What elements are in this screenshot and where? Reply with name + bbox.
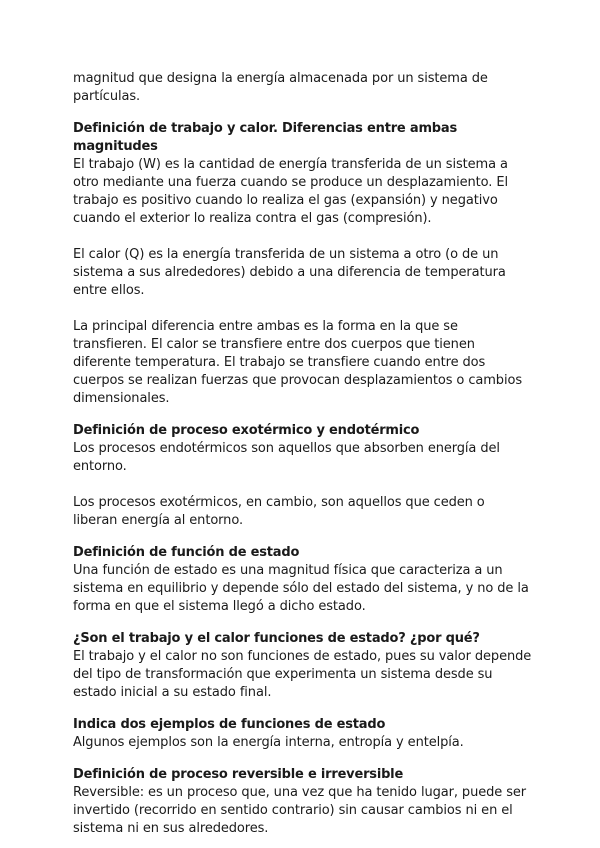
paragraph-ejemplos: Algunos ejemplos son la energía interna, entropía y entelpía. <box>73 735 464 750</box>
section-heading-trabajo-calor-funciones: ¿Son el trabajo y el calor funciones de estado? ¿por qué? <box>73 631 480 646</box>
paragraph-calor: El calor (Q) es la energía transferida de un sistema a otro (o de un sistema a sus alrededores) debido a una diferencia de temperatura entre ellos. <box>73 247 506 298</box>
paragraph-trabajo: El trabajo (W) es la cantidad de energía transferida de un sistema a otro mediante una fuerza cuando se produce un desplazamiento. El trabajo es positivo cuando lo realiza el gas (expansión) y negativo cuando el exterior lo realiza contra el gas (compresión). <box>73 157 508 226</box>
document-page <box>73 70 533 838</box>
paragraph-reversible: Reversible: es un proceso que, una vez que ha tenido lugar, puede ser invertido (recorrido en sentido contrario) sin causar cambios ni en el sistema ni en sus alrededores. <box>73 785 527 836</box>
section-heading-funcion-estado: Definición de función de estado <box>73 545 300 560</box>
paragraph-trabajo-calor-funciones: El trabajo y el calor no son funciones de estado, pues su valor depende del tipo de transformación que experimenta un sistema desde su estado inicial a su estado final. <box>73 649 532 700</box>
intro-paragraph: magnitud que designa la energía almacenada por un sistema de partículas. <box>73 71 488 104</box>
section-heading-ejemplos: Indica dos ejemplos de funciones de estado <box>73 717 386 732</box>
section-heading-reversible: Definición de proceso reversible e irreversible <box>73 767 404 782</box>
paragraph-endotermicos: Los procesos endotérmicos son aquellos que absorben energía del entorno. <box>73 441 500 474</box>
paragraph-exotermicos: Los procesos exotérmicos, en cambio, son aquellos que ceden o liberan energía al entorno. <box>73 495 485 528</box>
section-heading-exotermico-endotermico: Definición de proceso exotérmico y endotérmico <box>73 423 420 438</box>
section-heading-trabajo-calor: Definición de trabajo y calor. Diferencias entre ambas magnitudes <box>73 121 458 154</box>
paragraph-funcion-estado: Una función de estado es una magnitud física que caracteriza a un sistema en equilibrio y depende sólo del estado del sistema, y no de la forma en que el sistema llegó a dicho estado. <box>73 563 529 614</box>
paragraph-diferencia: La principal diferencia entre ambas es la forma en la que se transfieren. El calor se transfiere entre dos cuerpos que tienen diferente temperatura. El trabajo se transfiere cuando entre dos cuerpos se realizan fuerzas que provocan desplazamientos o cambios dimensionales. <box>73 319 522 406</box>
